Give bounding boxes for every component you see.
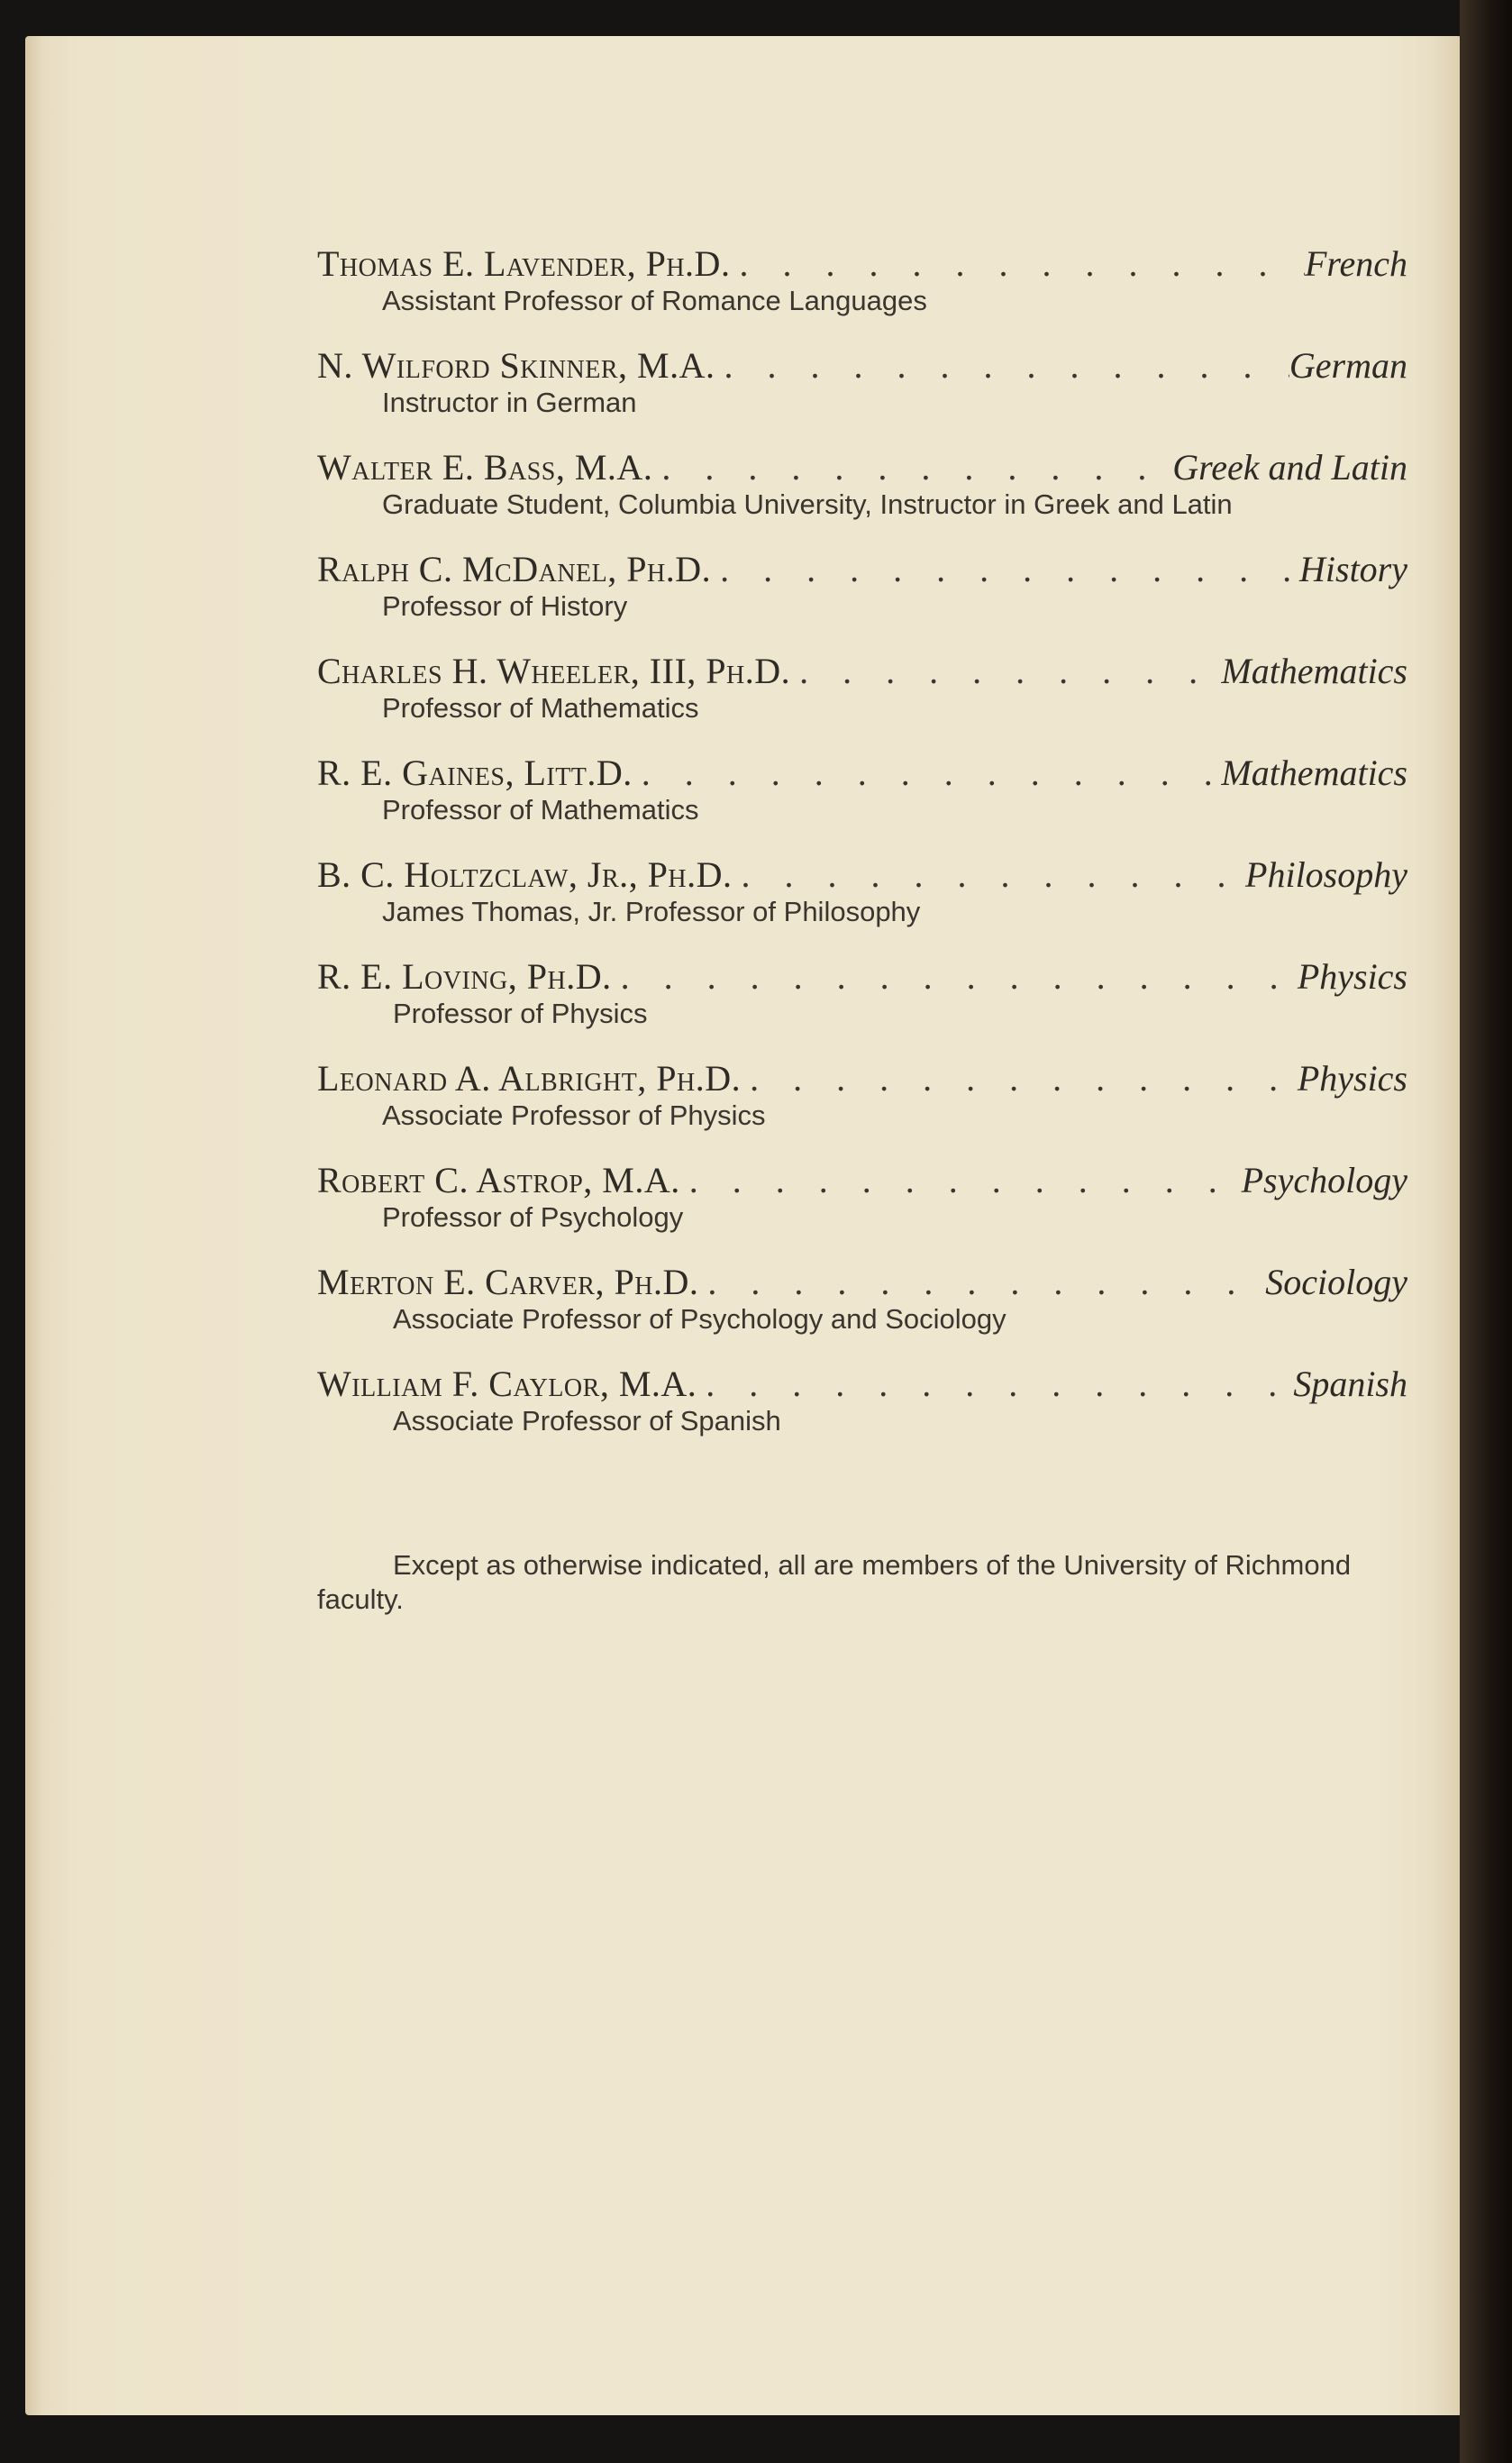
faculty-title: Assistant Professor of Romance Languages — [382, 285, 927, 316]
faculty-name: Ralph C. McDanel, Ph.D. — [317, 549, 712, 589]
dot-leader — [711, 549, 1299, 590]
faculty-department: Sociology — [1265, 1262, 1407, 1302]
dot-leader — [680, 1160, 1242, 1201]
faculty-title: Instructor in German — [382, 387, 637, 418]
faculty-department: Spanish — [1293, 1364, 1407, 1404]
faculty-name: N. Wilford Skinner, M.A. — [317, 345, 715, 386]
faculty-entry — [317, 854, 1407, 956]
faculty-title: Graduate Student, Columbia University, Instructor in Greek and Latin — [382, 488, 1233, 520]
dot-leader — [633, 753, 1222, 794]
faculty-entry — [317, 243, 1407, 345]
faculty-department: German — [1289, 345, 1407, 386]
footnote: Except as otherwise indicated, all are members of the University of Richmond faculty. — [317, 1549, 1352, 1615]
dot-leader — [790, 651, 1221, 692]
faculty-department: Physics — [1297, 1058, 1407, 1099]
faculty-name: Charles H. Wheeler, III, Ph.D. — [317, 651, 791, 691]
faculty-entry — [317, 1364, 1407, 1465]
dot-leader — [697, 1364, 1293, 1405]
faculty-list — [317, 243, 1407, 1465]
dot-leader — [741, 1058, 1298, 1099]
faculty-name: Merton E. Carver, Ph.D. — [317, 1262, 699, 1302]
faculty-entry — [317, 651, 1407, 753]
faculty-name: Thomas E. Lavender, Ph.D. — [317, 243, 731, 284]
faculty-department: Mathematics — [1221, 651, 1407, 691]
dot-leader — [733, 854, 1246, 896]
faculty-department: History — [1299, 549, 1407, 589]
faculty-name: R. E. Loving, Ph.D. — [317, 956, 612, 997]
faculty-department: Greek and Latin — [1172, 447, 1407, 488]
faculty-entry — [317, 1058, 1407, 1160]
faculty-title: James Thomas, Jr. Professor of Philosophy — [382, 896, 921, 927]
dot-leader — [652, 447, 1172, 488]
faculty-name: William F. Caylor, M.A. — [317, 1364, 697, 1404]
faculty-name: Leonard A. Albright, Ph.D. — [317, 1058, 742, 1099]
faculty-title: Associate Professor of Spanish — [393, 1405, 781, 1437]
faculty-entry — [317, 1262, 1407, 1364]
faculty-entry — [317, 753, 1407, 854]
faculty-department: Psychology — [1241, 1160, 1407, 1200]
dot-leader — [698, 1262, 1265, 1303]
faculty-title: Professor of Psychology — [382, 1201, 684, 1233]
faculty-entry — [317, 345, 1407, 447]
faculty-entry — [317, 1160, 1407, 1262]
dot-leader — [715, 345, 1289, 387]
faculty-name: R. E. Gaines, Litt.D. — [317, 753, 633, 793]
faculty-title: Professor of Physics — [393, 998, 648, 1029]
faculty-title: Associate Professor of Psychology and Sociology — [393, 1303, 1006, 1335]
faculty-title: Professor of Mathematics — [382, 692, 699, 724]
faculty-entry — [317, 447, 1407, 549]
faculty-department: Philosophy — [1245, 854, 1407, 895]
faculty-name: Robert C. Astrop, M.A. — [317, 1160, 680, 1200]
faculty-department: French — [1304, 243, 1407, 284]
faculty-department: Mathematics — [1221, 753, 1407, 793]
book-spine — [1460, 0, 1512, 2463]
faculty-entry — [317, 549, 1407, 651]
faculty-name: B. C. Holtzclaw, Jr., Ph.D. — [317, 854, 733, 895]
faculty-department: Physics — [1297, 956, 1407, 997]
faculty-entry — [317, 956, 1407, 1058]
faculty-title: Professor of History — [382, 590, 628, 622]
dot-leader — [612, 956, 1298, 998]
faculty-name: Walter E. Bass, M.A. — [317, 447, 653, 488]
dot-leader — [730, 243, 1305, 285]
faculty-title: Professor of Mathematics — [382, 794, 699, 826]
faculty-title: Associate Professor of Physics — [382, 1099, 766, 1131]
